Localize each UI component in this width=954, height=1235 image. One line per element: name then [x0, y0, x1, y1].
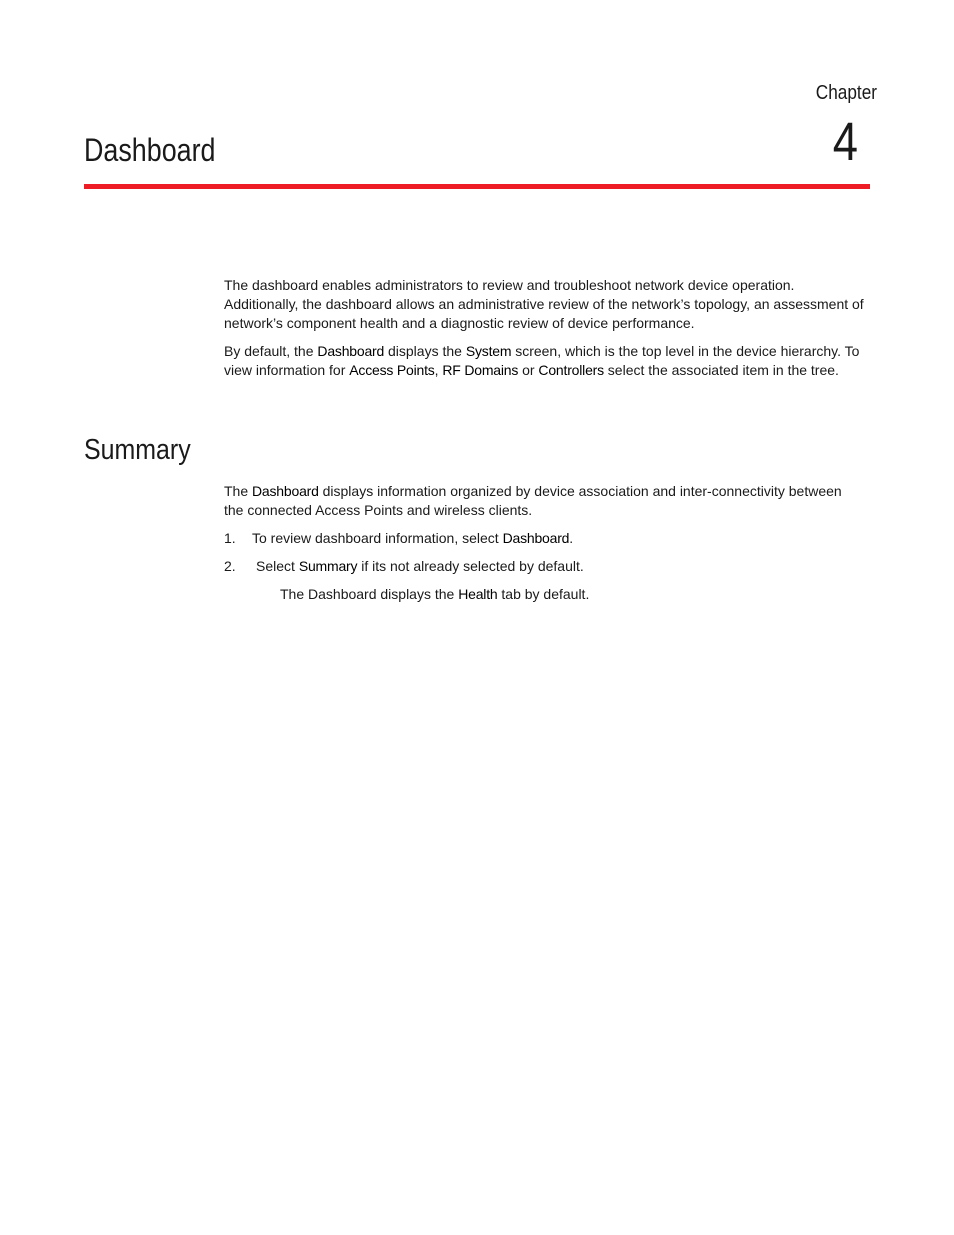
- text-run: tab by default.: [497, 586, 590, 602]
- ui-term-rf-domains: RF Domains: [442, 362, 519, 378]
- chapter-number: 4: [832, 112, 858, 172]
- text-run: select the associated item in the tree.: [603, 362, 839, 378]
- chapter-title: Dashboard: [84, 132, 216, 168]
- ui-term-dashboard: Dashboard: [317, 343, 385, 359]
- text-run: if its not already selected by default.: [357, 558, 584, 574]
- text-run: screen, which is the top level in the device hierarchy. To view information for: [224, 343, 860, 378]
- text-run: The Dashboard displays the: [280, 586, 459, 602]
- text-run: ,: [434, 362, 443, 378]
- text-run: displays the: [384, 343, 466, 359]
- ui-term-controllers: Controllers: [538, 362, 604, 378]
- text-run: By default, the: [224, 343, 318, 359]
- step-number: 1.: [224, 530, 236, 546]
- ui-term-health: Health: [458, 586, 498, 602]
- chapter-label: Chapter: [815, 82, 877, 104]
- step-text: [256, 557, 584, 576]
- ui-term-system: System: [465, 343, 512, 359]
- ui-term-dashboard: Dashboard: [502, 530, 570, 546]
- text-run: displays information organized by device association and inter-connectivity between the connected Access Points and wireless clients.: [224, 483, 842, 518]
- step-result: [280, 585, 864, 604]
- summary-paragraph: [224, 482, 864, 520]
- ui-term-summary: Summary: [298, 558, 358, 574]
- chapter-title-rule: [84, 184, 870, 189]
- ui-term-dashboard: Dashboard: [252, 483, 319, 499]
- text-run: To review dashboard information, select: [252, 530, 503, 546]
- intro-paragraph-1: The dashboard enables administrators to review and troubleshoot network device operation. Additionally, the dashboard allows an administrative review of the network’s topology, an assessment of network’s component health and a diagnostic review of device performance.: [224, 277, 864, 331]
- text-run: Select: [256, 558, 299, 574]
- text-run: or: [518, 362, 539, 378]
- step-number: 2.: [224, 558, 236, 574]
- text-run: The: [224, 483, 253, 499]
- intro-paragraph-2: [224, 342, 864, 380]
- text-run: .: [569, 530, 574, 546]
- section-title-summary: Summary: [84, 434, 191, 466]
- ui-term-access-points: Access Points: [349, 362, 435, 378]
- step-text: [252, 529, 573, 548]
